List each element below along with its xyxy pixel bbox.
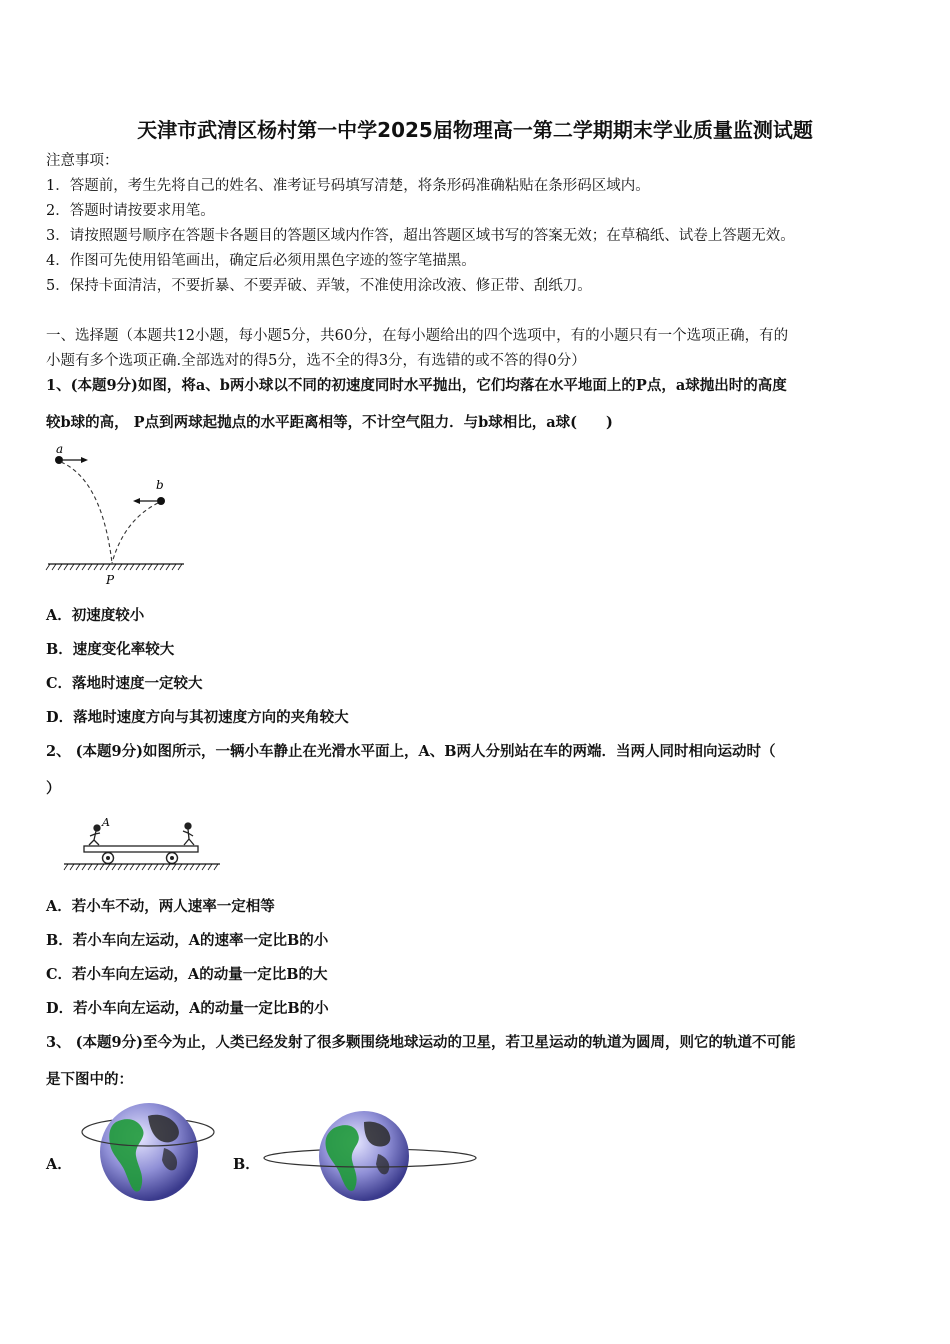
- q2-option-d: D．若小车向左运动，A的动量一定比B的小: [46, 1000, 329, 1017]
- q1-option-c: C．落地时速度一定较大: [46, 675, 203, 692]
- q3-stem-cont: 是下图中的：: [46, 1071, 133, 1088]
- label-b: b: [156, 478, 164, 492]
- q1-option-a: A．初速度较小: [46, 607, 145, 624]
- q1-option-b: B．速度变化率较大: [46, 641, 175, 658]
- q2-stem: 2、 (本题9分)如图所示，一辆小车静止在光滑水平面上，A、B两人分别站在车的两端．当两人同时相向运动时（: [46, 743, 776, 760]
- q2-option-c: C．若小车向左运动，A的动量一定比B的大: [46, 966, 328, 983]
- notice-item: 3．请按照题号顺序在答题卡各题目的答题区域内作答，超出答题区域书写的答案无效；在草稿纸、试卷上答题无效。: [46, 228, 795, 244]
- label-a: a: [56, 442, 64, 456]
- section-heading-cont: 小题有多个选项正确.全部选对的得5分，选不全的得3分，有选错的或不答的得0分）: [46, 353, 586, 369]
- q1-stem: 1、(本题9分)如图，将a、b两小球以不同的初速度同时水平抛出，它们均落在水平地面上的P点，a球抛出时的高度: [46, 377, 787, 394]
- cart: [84, 846, 198, 852]
- q3-option-a-label: A．: [46, 1156, 72, 1173]
- q1-stem-cont: 较b球的高， P点到两球起抛点的水平距离相等，不计空气阻力．与b球相比，a球( ): [46, 414, 613, 431]
- ball-b: [157, 497, 165, 505]
- q2-option-b: B．若小车向左运动，A的速率一定比B的小: [46, 932, 329, 949]
- q3-globe-a: [76, 1098, 221, 1206]
- person-b: [183, 823, 194, 845]
- label-person-a: A: [102, 816, 110, 829]
- notice-item: 1．答题前，考生先将自己的姓名、准考证号码填写清楚，将条形码准确粘贴在条形码区域内。: [46, 178, 650, 194]
- q1-figure: [40, 440, 190, 590]
- q1-option-d: D．落地时速度方向与其初速度方向的夹角较大: [46, 709, 349, 726]
- person-a: [89, 825, 100, 845]
- notice-item: 5．保持卡面清洁，不要折暴、不要弄破、弄皱，不准使用涂改液、修正带、刮纸刀。: [46, 278, 592, 294]
- label-p: P: [106, 573, 115, 587]
- notice-item: 2．答题时请按要求用笔。: [46, 203, 215, 219]
- q2-stem-cont: ）: [46, 780, 61, 797]
- section-heading: 一、选择题（本题共12小题，每小题5分，共60分，在每小题给出的四个选项中，有的小题只有一个选项正确，有的: [46, 328, 789, 344]
- q3-option-b-label: B．: [233, 1156, 260, 1173]
- q2-figure: [60, 812, 225, 874]
- q3-globe-b: [260, 1108, 480, 1208]
- q2-option-a: A．若小车不动，两人速率一定相等: [46, 898, 275, 915]
- page-title: 天津市武清区杨村第一中学2025届物理高一第二学期期末学业质量监测试题: [137, 118, 813, 142]
- notice-item: 4．作图可先使用铅笔画出，确定后必须用黑色字迹的签字笔描黑。: [46, 253, 476, 269]
- notice-heading: 注意事项：: [46, 153, 119, 169]
- q3-stem: 3、 (本题9分)至今为止，人类已经发射了很多颗围绕地球运动的卫星，若卫星运动的轨道为圆周，则它的轨道不可能: [46, 1034, 796, 1051]
